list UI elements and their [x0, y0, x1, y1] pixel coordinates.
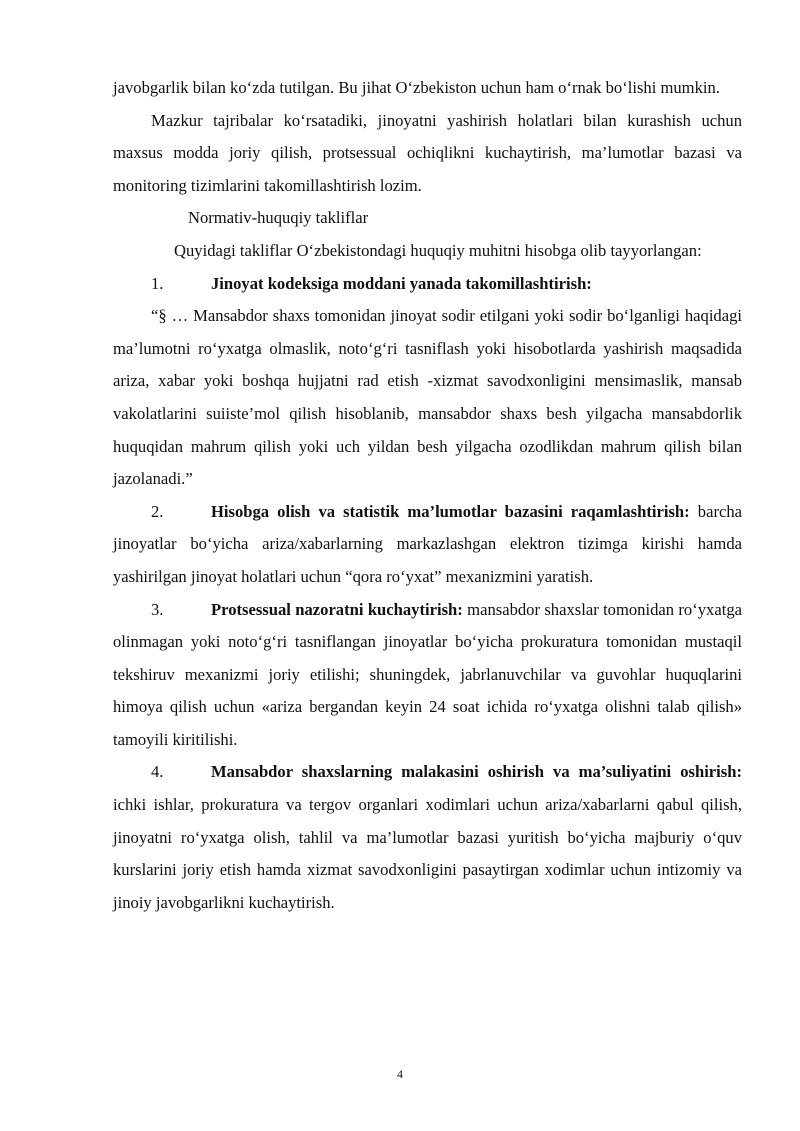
list-item-title: Mansabdor shaxslarning malakasini oshirish va ma’suliyatini oshirish: [211, 762, 742, 782]
list-number: 3. [151, 599, 164, 619]
page-number: 4 [397, 1067, 403, 1081]
list-item-1 [113, 268, 742, 301]
paragraph-continuation: javobgarlik bilan ko‘zda tutilgan. Bu jihat O‘zbekiston uchun ham o‘rnak bo‘lishi mumkin. [113, 78, 720, 97]
list-item-3 [113, 594, 742, 757]
list-item-body: barcha jinoyatlar bo‘yicha ariza/xabarlarning markazlashgan elektron tizimga kirishi hamda yashirilgan jinoyat holatlari uchun “qora ro‘yxat” mexanizmini yaratish. [113, 501, 742, 586]
list-item-body: ichki ishlar, prokuratura va tergov organlari xodimlari uchun ariza/xabarlarni qabul qilish, jinoyatni ro‘yxatga olish, tahlil va ma’lumotlar bazasi yuritish bo‘yicha majburiy o‘quv kurslarini joriy etish hamda xizmat savodxonligini pasaytirgan xodimlar uchun intizomiy va jinoiy javobgarlikni kuchaytirish. [113, 795, 742, 912]
list-item-title: Protsessual nazoratni kuchaytirish: [211, 599, 463, 619]
list-number: 1. [151, 273, 164, 293]
list-item-title: Jinoyat kodeksiga moddani yanada takomillashtirish: [211, 273, 592, 293]
list-item-2 [113, 496, 742, 594]
list-number: 4. [151, 762, 164, 782]
proposed-article-quote: “§ … Mansabdor shaxs tomonidan jinoyat sodir etilgani yoki sodir bo‘lganligi haqidagi ma’lumotni ro‘yxatga olmaslik, noto‘g‘ri tasniflash yoki hisobotlarda yashirish maqsadida ariza, xabar yoki boshqa hujjatni rad etish -xizmat savodxonligini mensimaslik, mansab vakolatlarini suiiste’mol qilish hisoblanib, mansabdor shaxs besh yilgacha mansabdorlik huquqidan mahrum qilish yoki uch yildan besh yilgacha ozodlikdan mahrum qilish bilan jazolanadi.” [113, 306, 742, 489]
paragraph-intro: Quyidagi takliflar O‘zbekistondagi huquqiy muhitni hisobga olib tayyorlangan: [174, 240, 702, 260]
list-item-body: mansabdor shaxslar tomonidan ro‘yxatga olinmagan yoki noto‘g‘ri tasniflangan jinoyatlar bo‘yicha prokuratura tomonidan mustaqil tekshiruv mexanizmi joriy etilishi; shuningdek, jabrlanuvchilar va guvohlar huquqlarini himoya qilish uchun «ariza bergandan keyin 24 soat ichida ro‘yxatga olishni talab qilish» tamoyili kiritilishi. [113, 599, 742, 749]
body-text [113, 72, 742, 919]
list-number: 2. [151, 501, 164, 521]
list-item-title: Hisobga olish va statistik ma’lumotlar bazasini raqamlashtirish: [211, 501, 690, 521]
section-heading: Normativ-huquqiy takliflar [188, 208, 369, 228]
paragraph-conclusion: Mazkur tajribalar ko‘rsatadiki, jinoyatni yashirish holatlari bilan kurashish uchun maxsus modda joriy qilish, protsessual ochiqlikni kuchaytirish, ma’lumotlar bazasi va monitoring tizimlarini takomillashtirish lozim. [113, 110, 742, 195]
list-item-4 [113, 756, 742, 919]
